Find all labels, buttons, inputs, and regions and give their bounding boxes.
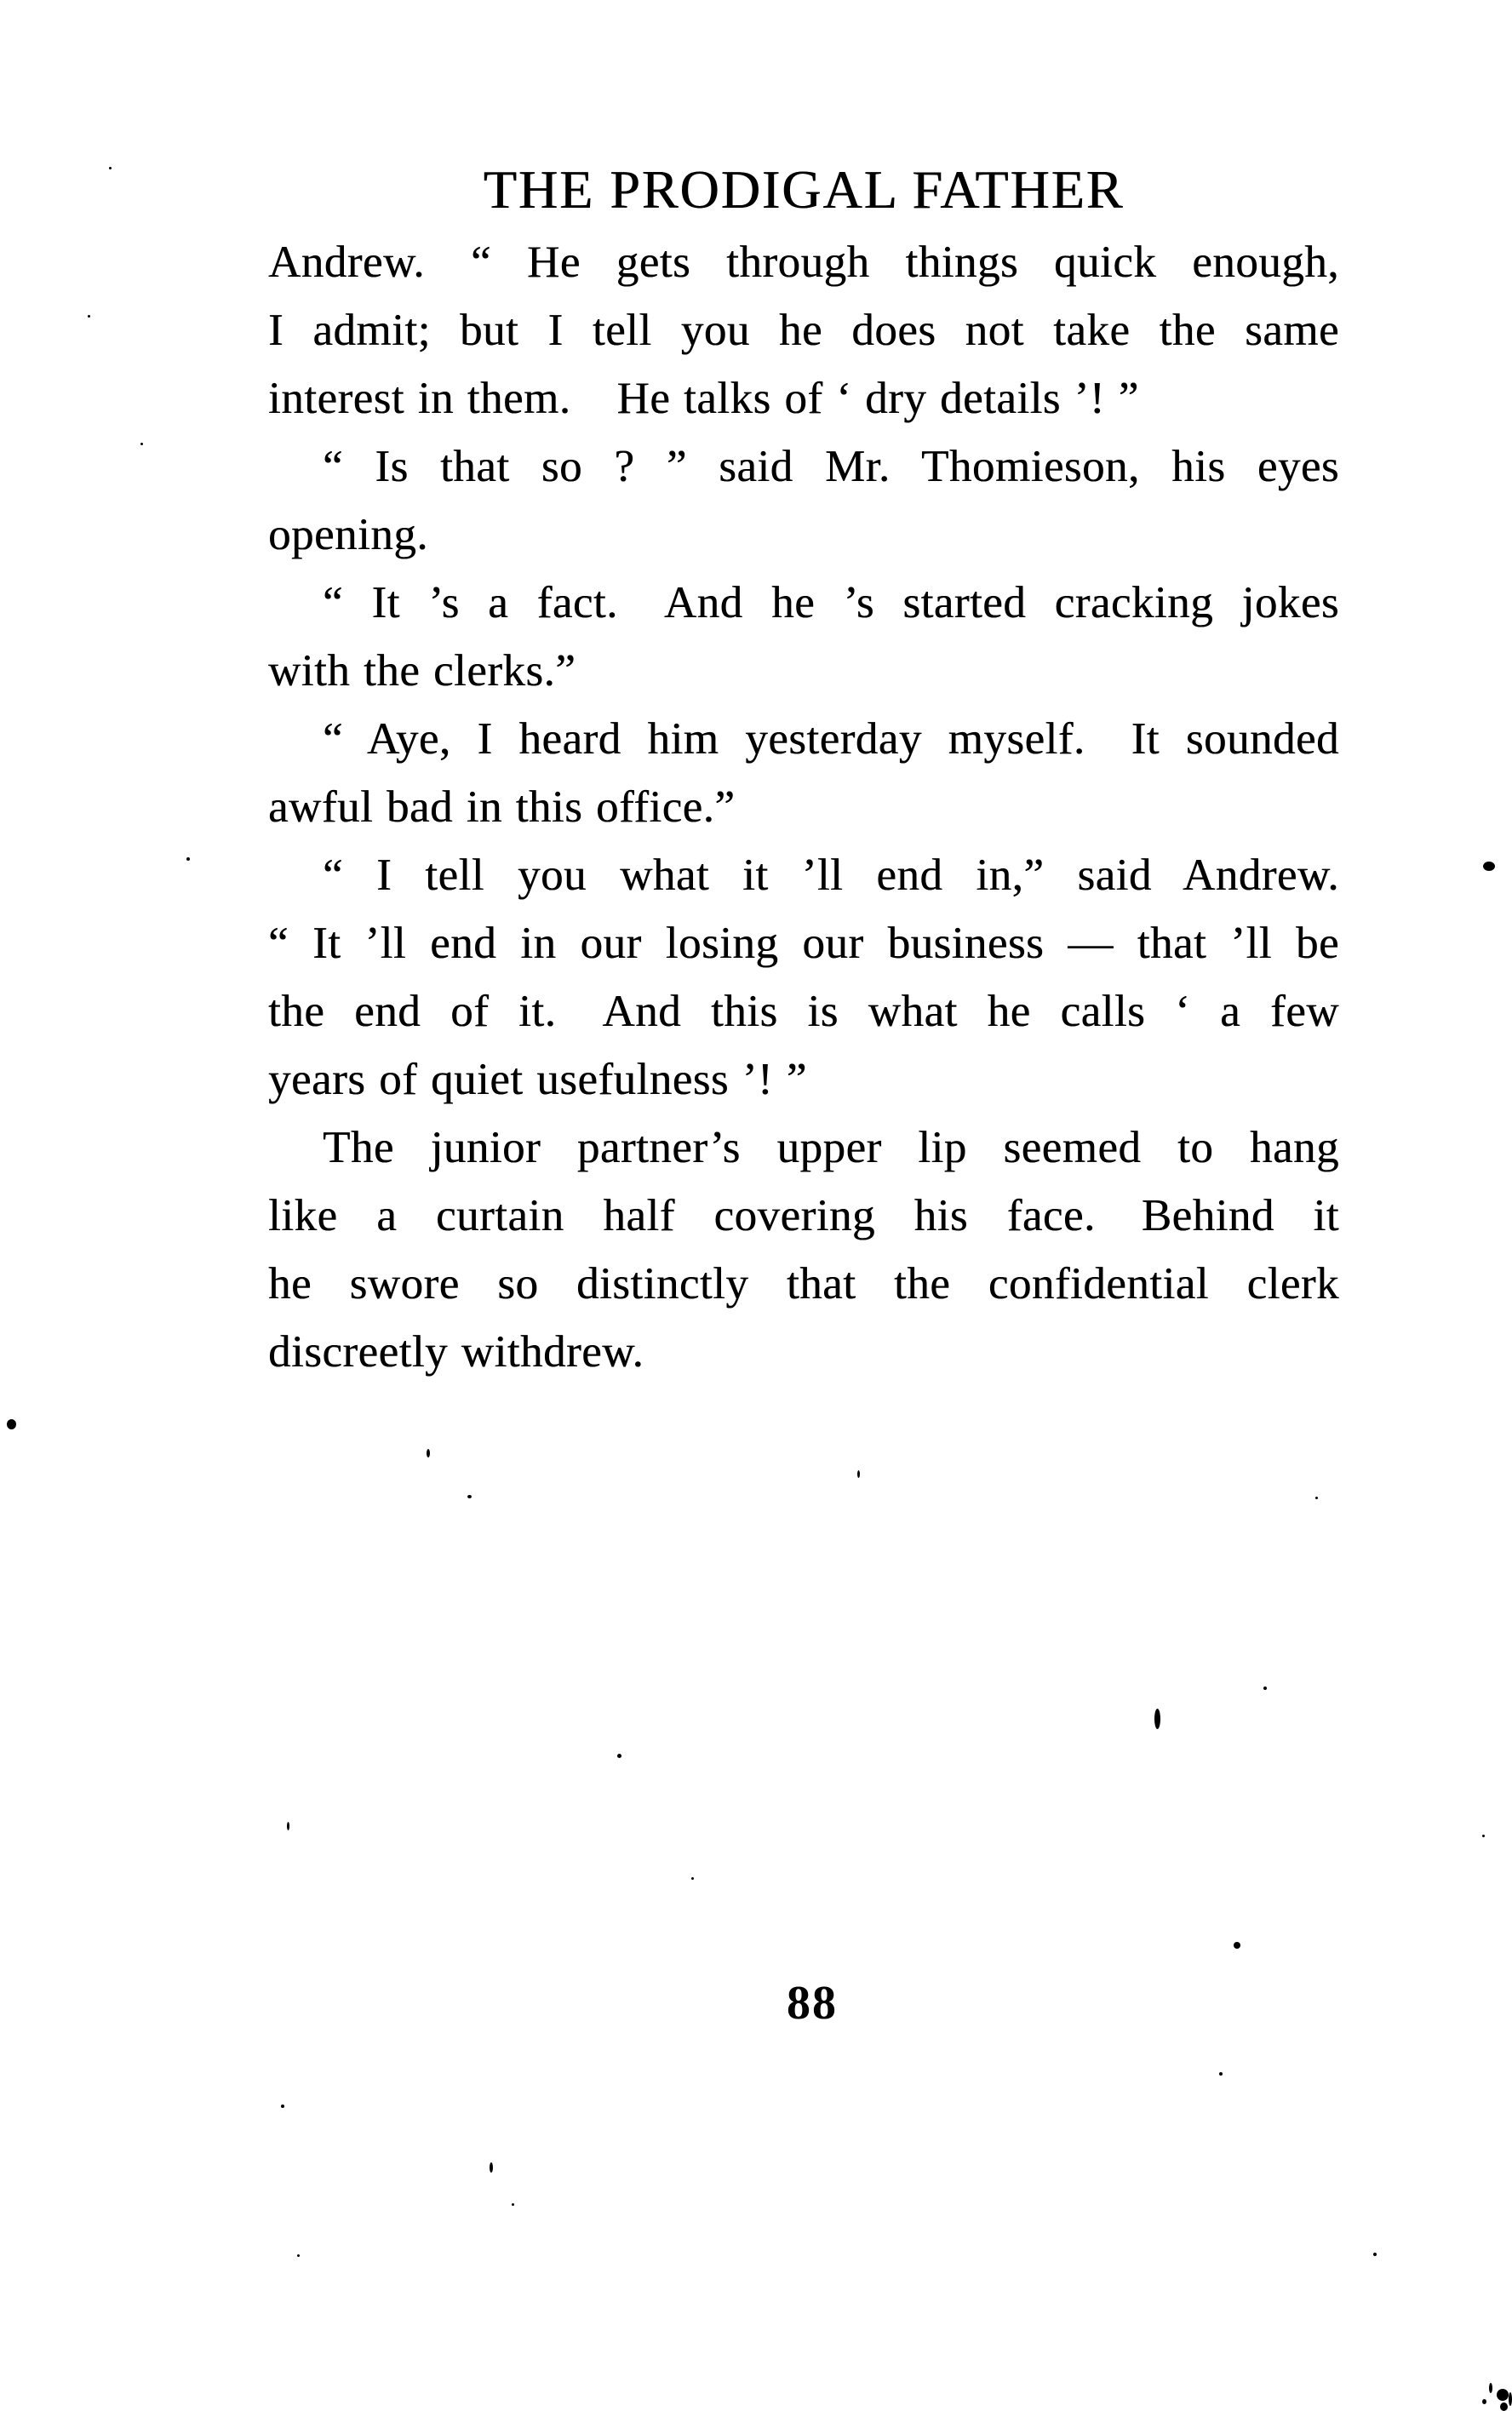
ink-speck [7, 1419, 16, 1429]
text-line: The junior partner’s upper lip seemed to hang [323, 1123, 1339, 1172]
ink-speck [88, 315, 90, 318]
ink-speck [1489, 2383, 1492, 2393]
ink-speck [1154, 1709, 1160, 1729]
ink-speck [490, 2162, 493, 2173]
text-line: “ It ’ll end in our losing our business — that ’ll be [268, 919, 1339, 968]
text-line: he swore so distinctly that the confidential clerk [268, 1259, 1339, 1309]
ink-speck [1482, 2399, 1486, 2404]
text-line: “ I tell you what it ’ll end in,” said Andrew. [323, 850, 1339, 900]
text-line: the end of it. And this is what he calls ‘ a few [268, 987, 1339, 1036]
text-line: Andrew. “ He gets through things quick enough, [268, 238, 1339, 287]
text-line: opening. [268, 510, 428, 559]
ink-speck [1509, 2392, 1512, 2406]
text-block [268, 228, 1339, 1386]
ink-speck [1234, 1942, 1240, 1949]
page-number: 88 [787, 1977, 838, 2030]
text-line: interest in them. He talks of ‘ dry details ’! ” [268, 374, 1139, 423]
ink-speck [1373, 2253, 1377, 2256]
text-line: discreetly withdrew. [268, 1327, 644, 1377]
ink-speck [617, 1754, 621, 1758]
text-line: “ Aye, I heard him yesterday myself. It sounded [323, 714, 1339, 764]
ink-speck [1483, 862, 1495, 871]
ink-speck [1497, 2389, 1509, 2401]
page-title: THE PRODIGAL FATHER [483, 159, 1125, 220]
ink-speck [297, 2254, 300, 2257]
text-line: “ It ’s a fact. And he ’s started cracking jokes [323, 578, 1339, 627]
ink-speck [1315, 1497, 1318, 1499]
text-line: I admit; but I tell you he does not take the same [268, 306, 1339, 355]
text-line: like a curtain half covering his face. Behind it [268, 1191, 1339, 1240]
ink-speck [1263, 1687, 1267, 1690]
ink-speck [1219, 2072, 1223, 2076]
text-line: with the clerks.” [268, 646, 576, 696]
ink-speck [467, 1495, 472, 1498]
ink-speck [691, 1877, 694, 1880]
ink-speck [1500, 2402, 1508, 2411]
ink-speck [287, 1822, 289, 1830]
text-line: years of quiet usefulness ’! ” [268, 1055, 807, 1104]
ink-speck [512, 2203, 514, 2206]
ink-speck [140, 443, 143, 445]
ink-speck [281, 2105, 284, 2108]
ink-speck [1482, 1835, 1485, 1837]
ink-speck [186, 857, 190, 861]
ink-speck [109, 167, 112, 169]
text-line: awful bad in this office.” [268, 782, 736, 832]
text-line: “ Is that so ? ” said Mr. Thomieson, his eyes [323, 442, 1339, 491]
ink-speck [427, 1449, 430, 1457]
ink-speck [857, 1470, 860, 1478]
